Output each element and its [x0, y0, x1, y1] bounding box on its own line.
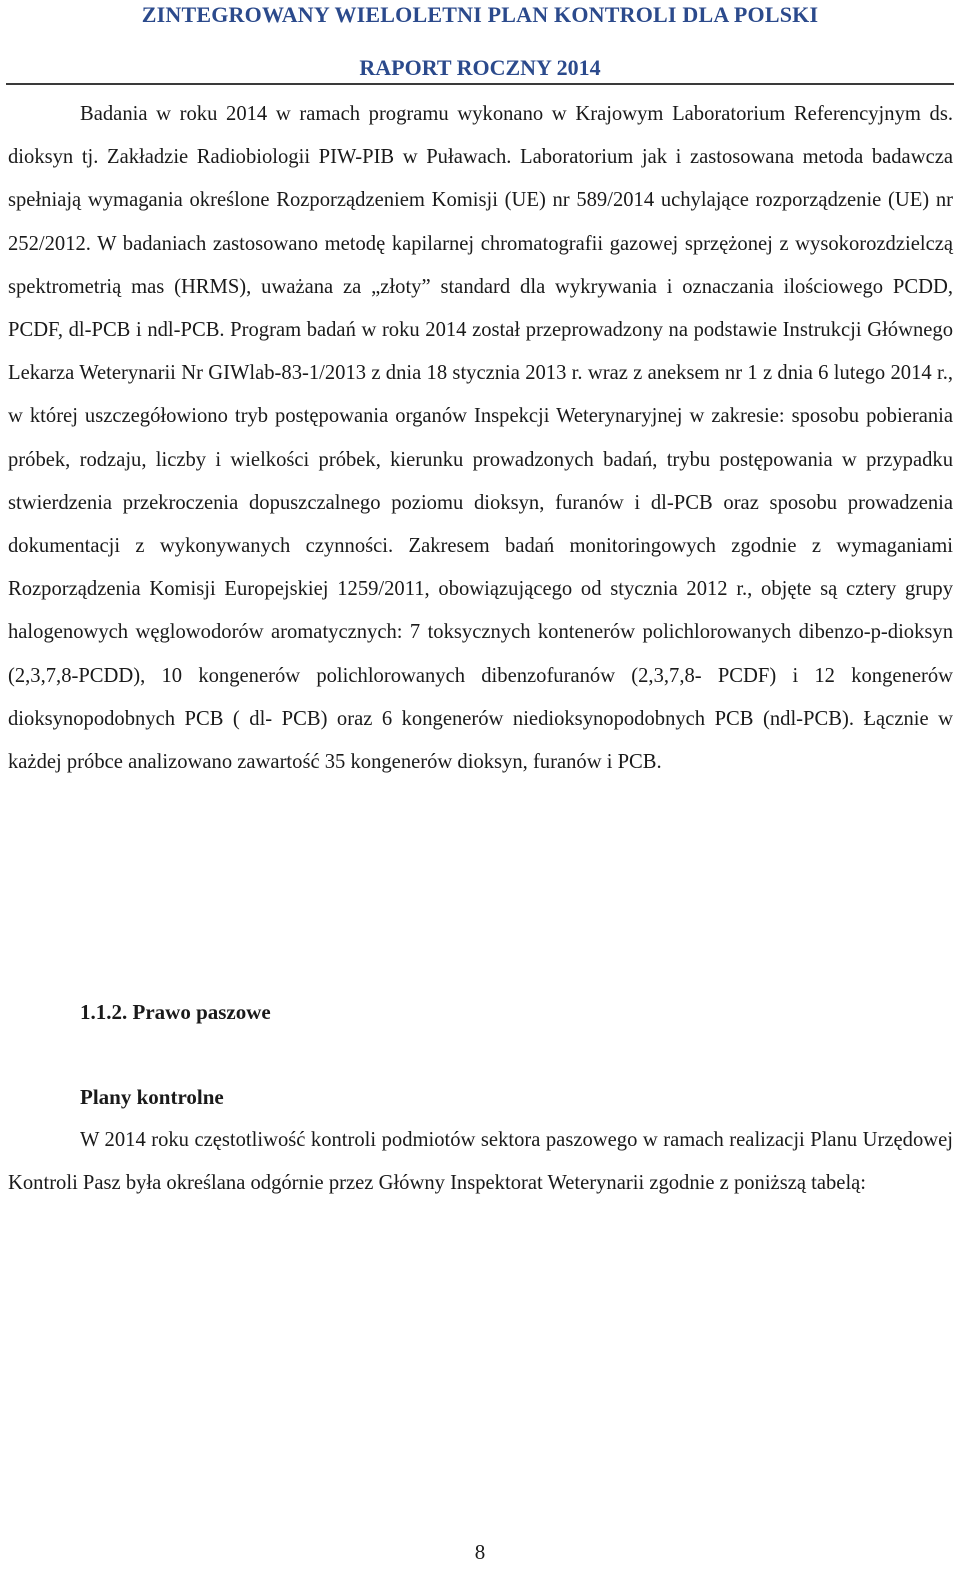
subsection-heading: Plany kontrolne	[80, 1085, 224, 1109]
header-divider	[6, 83, 954, 85]
page-number: 8	[474, 1540, 486, 1564]
section-heading: 1.1.2. Prawo paszowe	[80, 1000, 271, 1024]
report-title: ZINTEGROWANY WIELOLETNI PLAN KONTROLI DLA POLSKI	[141, 2, 819, 27]
paragraph-feed-control: W 2014 roku częstotliwość kontroli podmiotów sektora paszowego w ramach realizacji Planu Urzędowej Kontroli Pasz była określana odgórnie przez Główny Inspektorat Weterynarii zgodnie z poniższą tabelą:	[8, 1129, 953, 1195]
paragraph-dioxin-testing: Badania w roku 2014 w ramach programu wykonano w Krajowym Laboratorium Referencyjnym ds. dioksyn tj. Zakładzie Radiobiologii PIW-PIB w Puławach. Laboratorium jak i zastosowana metoda badawcza spełniają wymagania określone Rozporządzeniem Komisji (UE) nr 589/2014 uchylające rozporządzenie (UE) nr 252/2012. W badaniach zastosowano metodę kapilarnej chromatografii gazowej sprzężonej z wysokorozdzielczą spektrometrią mas (HRMS), uważana za „złoty” standard dla wykrywania i oznaczania ilościowego PCDD, PCDF, dl-PCB i ndl-PCB. Program badań w roku 2014 został przeprowadzony na podstawie Instrukcji Głównego Lekarza Weterynarii Nr GIWlab-83-1/2013 z dnia 18 stycznia 2013 r. wraz z aneksem nr 1 z dnia 6 lutego 2014 r., w której uszczegółowiono tryb postępowania organów Inspekcji Weterynaryjnej w zakresie: sposobu pobierania próbek, rodzaju, liczby i wielkości próbek, kierunku prowadzonych badań, trybu postępowania w przypadku stwierdzenia przekroczenia dopuszczalnego poziomu dioksyn, furanów i dl-PCB oraz sposobu prowadzenia dokumentacji z wykonywanych czynności. Zakresem badań monitoringowych zgodnie z wymaganiami Rozporządzenia Komisji Europejskiej 1259/2011, obowiązującego od stycznia 2012 r., objęte są cztery grupy halogenowych węglowodorów aromatycznych: 7 toksycznych kontenerów polichlorowanych dibenzo-p-dioksyn (2,3,7,8-PCDD), 10 kongenerów polichlorowanych dibenzofuranów (2,3,7,8- PCDF) i 12 kongenerów dioksynopodobnych PCB ( dl- PCB) oraz 6 kongenerów niedioksynopodobnych PCB (ndl-PCB). Łącznie w każdej próbce analizowano zawartość 35 kongenerów dioksyn, furanów i PCB.	[8, 103, 953, 774]
report-subtitle: RAPORT ROCZNY 2014	[359, 55, 601, 80]
